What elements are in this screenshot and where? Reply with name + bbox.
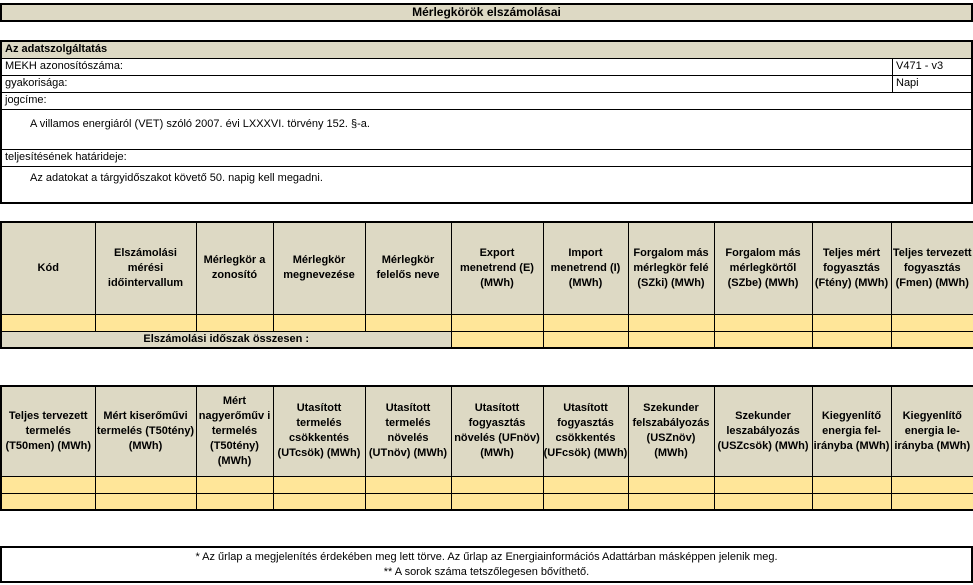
input-cell[interactable] — [196, 314, 273, 331]
sum-cell[interactable] — [543, 331, 628, 348]
input-cell[interactable] — [543, 476, 628, 493]
mekh-row — [2, 59, 971, 76]
input-cell[interactable] — [714, 476, 812, 493]
col-responsible: Mérlegkör felelős neve — [365, 222, 451, 314]
input-cell[interactable] — [273, 476, 365, 493]
input-cell[interactable] — [273, 314, 365, 331]
col-usznov: Szekunder felszabályozás (USZnöv) (MWh) — [628, 386, 714, 476]
input-cell[interactable] — [95, 493, 196, 510]
balance-table-1 — [0, 221, 973, 349]
input-cell[interactable] — [714, 314, 812, 331]
summary-row — [1, 331, 973, 348]
col-utnov: Utasított termelés növelés (UTnöv) (MWh) — [365, 386, 451, 476]
input-cell[interactable] — [1, 493, 95, 510]
sum-cell[interactable] — [451, 331, 543, 348]
col-t50men: Teljes tervezett termelés (T50men) (MWh) — [1, 386, 95, 476]
col-interval: Elszámolási mérési időintervallum — [95, 222, 196, 314]
table-row — [1, 476, 973, 493]
input-cell[interactable] — [365, 314, 451, 331]
table-row — [1, 314, 973, 331]
input-cell[interactable] — [95, 476, 196, 493]
col-t50teny-small: Mért kiserőművi termelés (T50tény) (MWh) — [95, 386, 196, 476]
col-balance-id: Mérlegkör a zonosító — [196, 222, 273, 314]
legal-label: jogcíme: — [2, 93, 971, 110]
input-cell[interactable] — [891, 314, 973, 331]
mekh-value[interactable]: V471 - v3 — [892, 59, 971, 75]
input-cell[interactable] — [628, 493, 714, 510]
page-title: Mérlegkörök elszámolásai — [0, 3, 973, 22]
sum-cell[interactable] — [714, 331, 812, 348]
input-cell[interactable] — [812, 493, 891, 510]
col-fteny: Teljes mért fogyasztás (Ftény) (MWh) — [812, 222, 891, 314]
mekh-label: MEKH azonosítószáma: — [5, 60, 123, 72]
col-fmen: Teljes tervezett fogyasztás (Fmen) (MWh) — [891, 222, 973, 314]
info-box — [0, 40, 973, 204]
footer-line-2: ** A sorok száma tetszőlegesen bővíthető. — [383, 566, 590, 578]
input-cell[interactable] — [95, 314, 196, 331]
input-cell[interactable] — [365, 493, 451, 510]
input-cell[interactable] — [273, 493, 365, 510]
footer-note — [0, 546, 973, 583]
input-cell[interactable] — [812, 314, 891, 331]
input-cell[interactable] — [1, 314, 95, 331]
table-row — [1, 493, 973, 510]
input-cell[interactable] — [812, 476, 891, 493]
info-header: Az adatszolgáltatás — [2, 42, 971, 59]
input-cell[interactable] — [451, 476, 543, 493]
sum-cell[interactable] — [628, 331, 714, 348]
freq-row — [2, 76, 971, 93]
col-szbe: Forgalom más mérlegkörtől (SZbe) (MWh) — [714, 222, 812, 314]
footer-line-1: * Az űrlap a megjelenítés érdekében meg lett törve. Az űrlap az Energiainformációs Adattárban másképpen jelenik meg. — [195, 551, 778, 563]
legal-text: A villamos energiáról (VET) szóló 2007. évi LXXXVI. törvény 152. §-a. — [2, 110, 971, 150]
input-cell[interactable] — [196, 476, 273, 493]
sum-cell[interactable] — [891, 331, 973, 348]
col-balance-up: Kiegyenlítő energia fel-irányba (MWh) — [812, 386, 891, 476]
input-cell[interactable] — [365, 476, 451, 493]
col-szki: Forgalom más mérlegkör felé (SZki) (MWh) — [628, 222, 714, 314]
input-cell[interactable] — [451, 493, 543, 510]
input-cell[interactable] — [628, 476, 714, 493]
deadline-label: teljesítésének határideje: — [2, 150, 971, 167]
input-cell[interactable] — [543, 493, 628, 510]
col-ufnov: Utasított fogyasztás növelés (UFnöv) (MWh) — [451, 386, 543, 476]
input-cell[interactable] — [196, 493, 273, 510]
input-cell[interactable] — [628, 314, 714, 331]
col-ufcsok: Utasított fogyasztás csökkentés (UFcsök) (MWh) — [543, 386, 628, 476]
input-cell[interactable] — [1, 476, 95, 493]
col-export: Export menetrend (E) (MWh) — [451, 222, 543, 314]
input-cell[interactable] — [891, 493, 973, 510]
deadline-text: Az adatokat a tárgyidőszakot követő 50. napig kell megadni. — [30, 172, 323, 184]
col-utcsok: Utasított termelés csökkentés (UTcsök) (MWh) — [273, 386, 365, 476]
input-cell[interactable] — [543, 314, 628, 331]
summary-label: Elszámolási időszak összesen : — [1, 331, 451, 348]
col-balance-down: Kiegyenlítő energia le-irányba (MWh) — [891, 386, 973, 476]
col-kod: Kód — [1, 222, 95, 314]
input-cell[interactable] — [451, 314, 543, 331]
col-t50teny-large: Mért nagyerőműv i termelés (T50tény) (MWh) — [196, 386, 273, 476]
freq-label: gyakorisága: — [5, 77, 68, 89]
input-cell[interactable] — [891, 476, 973, 493]
balance-table-2 — [0, 385, 973, 511]
col-balance-name: Mérlegkör megnevezése — [273, 222, 365, 314]
input-cell[interactable] — [714, 493, 812, 510]
col-import: Import menetrend (I) (MWh) — [543, 222, 628, 314]
sum-cell[interactable] — [812, 331, 891, 348]
freq-value[interactable]: Napi — [892, 76, 971, 92]
col-uszcsok: Szekunder leszabályozás (USZcsök) (MWh) — [714, 386, 812, 476]
